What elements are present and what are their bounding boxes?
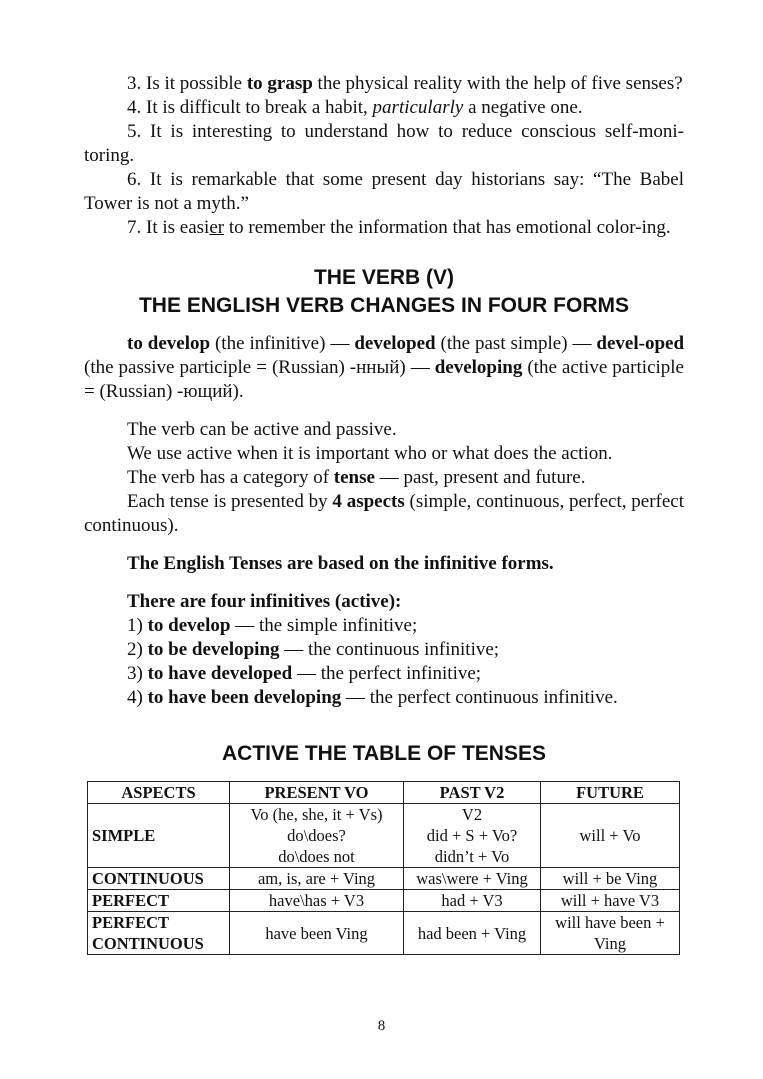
cell-future: will + be Ving bbox=[541, 868, 680, 890]
text: 3) bbox=[127, 663, 148, 684]
bold-text: developing bbox=[434, 357, 523, 378]
cell-past: was\were + Ving bbox=[404, 868, 541, 890]
note-line: We use active when it is important who or what does the action. bbox=[127, 443, 613, 464]
bold-text: tense bbox=[333, 467, 375, 488]
aspect-perfect-continuous bbox=[88, 912, 230, 955]
infinitive-item bbox=[84, 638, 684, 662]
cell-line: V2 bbox=[461, 805, 483, 824]
note-line bbox=[84, 490, 684, 538]
section-heading bbox=[84, 264, 684, 320]
table-row bbox=[88, 912, 680, 955]
table-header-row bbox=[88, 782, 680, 804]
bold-text: to have been developing bbox=[147, 687, 342, 708]
infinitive-item bbox=[84, 686, 684, 710]
bold-text: developed bbox=[354, 333, 436, 354]
table-row bbox=[88, 804, 680, 868]
list-item-3 bbox=[84, 72, 684, 96]
table-row bbox=[88, 868, 680, 890]
text: 1) bbox=[127, 615, 148, 636]
text: — the perfect infinitive; bbox=[292, 663, 482, 684]
infinitive-item bbox=[84, 614, 684, 638]
cell-future: will + have V3 bbox=[541, 890, 680, 912]
text: 5. It is interesting to understand how to reduce conscious self-moni-toring. bbox=[84, 121, 684, 166]
aspect-simple: SIMPLE bbox=[88, 804, 230, 868]
bold-text: 4 aspects bbox=[332, 491, 405, 512]
bold-text: to develop bbox=[147, 615, 231, 636]
header-aspects: ASPECTS bbox=[88, 782, 230, 804]
cell-past bbox=[404, 804, 541, 868]
text: The verb has a category of bbox=[127, 467, 334, 488]
text: (the passive participle = (Russian) -нный) — bbox=[84, 357, 435, 378]
table-title: ACTIVE THE TABLE OF TENSES bbox=[222, 742, 546, 765]
cell-present bbox=[230, 804, 404, 868]
verb-notes bbox=[84, 418, 684, 538]
text: — the continuous infinitive; bbox=[279, 639, 500, 660]
bold-text: to be developing bbox=[147, 639, 280, 660]
bold-text: The English Tenses are based on the infinitive forms. bbox=[127, 553, 554, 574]
header-future: FUTURE bbox=[541, 782, 680, 804]
aspect-continuous: CONTINUOUS bbox=[88, 868, 230, 890]
text: (the active participle = (Russian) -ющий). bbox=[84, 357, 684, 402]
cell-past: had + V3 bbox=[404, 890, 541, 912]
infinitive-item bbox=[84, 662, 684, 686]
infinitives-heading bbox=[84, 590, 684, 614]
bold-text: devel-oped bbox=[596, 333, 685, 354]
aspect-perfect: PERFECT bbox=[88, 890, 230, 912]
text: (the past simple) — bbox=[435, 333, 597, 354]
cell-future: will + Vo bbox=[541, 804, 680, 868]
cell-line: do\does? bbox=[287, 826, 346, 845]
verb-forms-paragraph bbox=[84, 332, 684, 404]
heading-four-forms: THE ENGLISH VERB CHANGES IN FOUR FORMS bbox=[138, 294, 630, 317]
tenses-based-note bbox=[84, 552, 684, 576]
cell-line: do\does not bbox=[278, 847, 355, 866]
underlined-text: er bbox=[209, 217, 225, 238]
cell-line: Ving bbox=[593, 934, 626, 953]
cell-past: had been + Ving bbox=[404, 912, 541, 955]
text: a negative one. bbox=[463, 97, 583, 118]
text: 6. It is remarkable that some present day historians say: “The Babel Tower is not a myth.” bbox=[84, 169, 684, 214]
heading-verb: THE VERB (V) bbox=[313, 266, 454, 289]
list-item-6 bbox=[84, 168, 684, 216]
text: — the perfect continuous infinitive. bbox=[341, 687, 618, 708]
cell-line: didn’t + Vo bbox=[434, 847, 510, 866]
header-past: PAST V2 bbox=[404, 782, 541, 804]
cell-line: CONTINUOUS bbox=[92, 934, 204, 953]
cell-line: Vo (he, she, it + Vs) bbox=[250, 805, 383, 824]
cell-line: will have been + bbox=[555, 913, 665, 932]
note-line bbox=[84, 466, 684, 490]
text: Each tense is presented by bbox=[127, 491, 333, 512]
infinitives-list bbox=[84, 590, 684, 710]
list-item-5 bbox=[84, 120, 684, 168]
page-number: 8 bbox=[377, 1018, 386, 1034]
text: the physical reality with the help of five senses? bbox=[312, 73, 683, 94]
page-content bbox=[84, 72, 684, 955]
cell-line: PERFECT bbox=[92, 913, 170, 932]
header-present: PRESENT VO bbox=[230, 782, 404, 804]
list-item-7 bbox=[84, 216, 684, 240]
cell-future bbox=[541, 912, 680, 955]
note-line: The verb can be active and passive. bbox=[127, 419, 397, 440]
text: 3. Is it possible bbox=[127, 73, 247, 94]
text: (simple, continuous, perfect, perfect continuous). bbox=[84, 491, 684, 536]
italic-text: particularly bbox=[372, 97, 464, 118]
table-row bbox=[88, 890, 680, 912]
text: 2) bbox=[127, 639, 148, 660]
text: 7. It is easi bbox=[127, 217, 210, 238]
list-item-4 bbox=[84, 96, 684, 120]
text: 4. It is difficult to break a habit, bbox=[127, 97, 373, 118]
cell-line: did + S + Vo? bbox=[426, 826, 518, 845]
text: (the infinitive) — bbox=[210, 333, 355, 354]
bold-text: to grasp bbox=[246, 73, 313, 94]
tenses-table bbox=[87, 781, 680, 955]
bold-text: There are four infinitives (active): bbox=[127, 591, 402, 612]
cell-present: have\has + V3 bbox=[230, 890, 404, 912]
bold-text: to develop bbox=[127, 333, 211, 354]
text: — the simple infinitive; bbox=[230, 615, 418, 636]
text: — past, present and future. bbox=[374, 467, 586, 488]
cell-present: have been Ving bbox=[230, 912, 404, 955]
text: to remember the information that has emotional color-ing. bbox=[224, 217, 671, 238]
cell-present: am, is, are + Ving bbox=[230, 868, 404, 890]
bold-text: to have developed bbox=[147, 663, 293, 684]
text: 4) bbox=[127, 687, 148, 708]
